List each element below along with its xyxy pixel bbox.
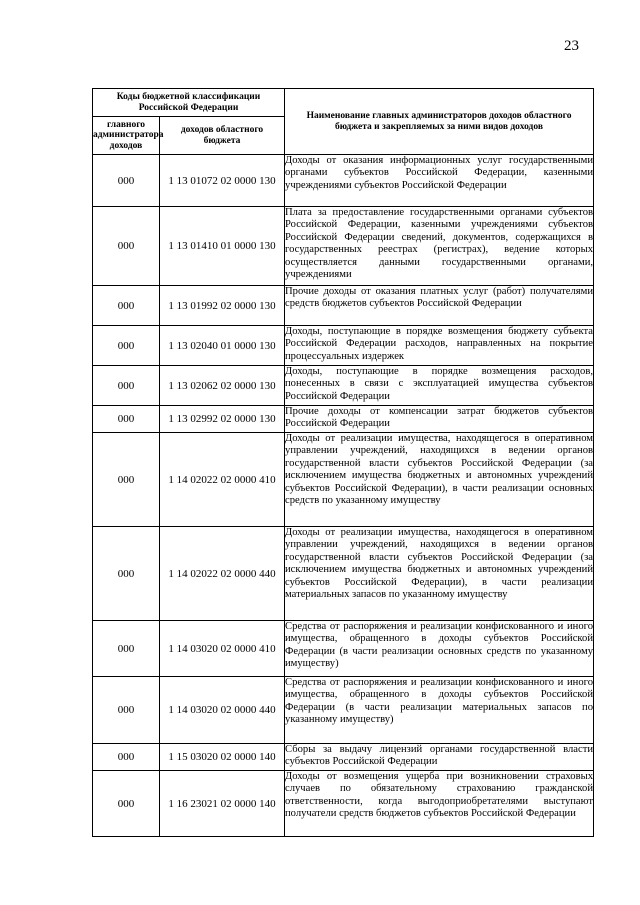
- income-code-cell: 1 16 23021 02 0000 140: [160, 771, 285, 837]
- admin-code-cell: 000: [93, 744, 160, 771]
- budget-classification-table: [92, 88, 594, 837]
- admin-code-cell: 000: [93, 527, 160, 621]
- income-name-cell: Доходы, поступающие в порядке возмещения бюджету субъекта Российской Федерации расходов, направленных на покрытие процессуальных издержек: [285, 326, 594, 366]
- table-row: [93, 621, 594, 677]
- admin-code-cell: 000: [93, 366, 160, 406]
- codes-group-header: Коды бюджетной классификации Российской Федерации: [93, 89, 285, 117]
- income-code-cell: 1 14 03020 02 0000 440: [160, 677, 285, 744]
- admin-code-cell: 000: [93, 286, 160, 326]
- income-code-cell: 1 14 02022 02 0000 410: [160, 433, 285, 527]
- table-row: [93, 406, 594, 433]
- income-name-cell: Плата за предоставление государственными органами субъектов Российской Федерации, казенными учреждениями субъектов Российской Федерации сведений, документов, содержащихся в государственных реестрах (регистрах), ведение которых осуществляется данными государственными органами, учреждениями: [285, 207, 594, 286]
- income-code-cell: 1 15 03020 02 0000 140: [160, 744, 285, 771]
- table-row: [93, 677, 594, 744]
- table-row: [93, 527, 594, 621]
- table-row: [93, 744, 594, 771]
- income-code-cell: 1 14 03020 02 0000 410: [160, 621, 285, 677]
- name-column-header: Наименование главных администраторов доходов областного бюджета и закрепляемых за ними видов доходов: [285, 89, 594, 155]
- income-name-cell: Доходы от возмещения ущерба при возникновении страховых случаев по обязательному страхованию гражданской ответственности, когда выгодоприобретателями выступают получатели средств бюджетов субъектов Российской Федерации: [285, 771, 594, 837]
- income-name-cell: Прочие доходы от оказания платных услуг (работ) получателями средств бюджетов субъектов Российской Федерации: [285, 286, 594, 326]
- admin-code-cell: 000: [93, 433, 160, 527]
- income-code-cell: 1 13 01410 01 0000 130: [160, 207, 285, 286]
- income-name-cell: Средства от распоряжения и реализации конфискованного и иного имущества, обращенного в доходы субъектов Российской Федерации (в части реализации основных средств по указанному имуществу): [285, 621, 594, 677]
- table-row: [93, 771, 594, 837]
- income-name-cell: Доходы от реализации имущества, находящегося в оперативном управлении учреждений, находящихся в ведении органов государственной власти субъектов Российской Федерации (за исключением имущества бюджетных и автономных учреждений субъектов Российской Федерации), в части реализации материальных запасов по указанному имуществу: [285, 527, 594, 621]
- admin-code-cell: 000: [93, 771, 160, 837]
- page-number: 23: [564, 38, 579, 54]
- admin-code-cell: 000: [93, 621, 160, 677]
- table-row: [93, 366, 594, 406]
- income-code-cell: 1 13 02062 02 0000 130: [160, 366, 285, 406]
- table-row: [93, 433, 594, 527]
- income-name-cell: Доходы от реализации имущества, находящегося в оперативном управлении учреждений, находящихся в ведении органов государственной власти субъектов Российской Федерации (за исключением имущества бюджетных и автономных учреждений субъектов Российской Федерации), в части реализации основных средств по указанному имуществу: [285, 433, 594, 527]
- table-row: [93, 207, 594, 286]
- income-code-cell: 1 13 02040 01 0000 130: [160, 326, 285, 366]
- admin-code-column-header: главного администратора доходов: [93, 117, 160, 155]
- income-name-cell: Прочие доходы от компенсации затрат бюджетов субъектов Российской Федерации: [285, 406, 594, 433]
- income-code-cell: 1 14 02022 02 0000 440: [160, 527, 285, 621]
- table-row: [93, 155, 594, 207]
- income-name-cell: Сборы за выдачу лицензий органами государственной власти субъектов Российской Федерации: [285, 744, 594, 771]
- income-code-column-header: доходов областного бюджета: [160, 117, 285, 155]
- income-name-cell: Доходы, поступающие в порядке возмещения расходов, понесенных в связи с эксплуатацией имущества субъектов Российской Федерации: [285, 366, 594, 406]
- income-name-cell: Доходы от оказания информационных услуг государственными органами субъектов Российской Федерации, казенными учреждениями субъектов Российской Федерации: [285, 155, 594, 207]
- income-name-cell: Средства от распоряжения и реализации конфискованного и иного имущества, обращенного в доходы субъектов Российской Федерации (в части реализации материальных запасов по указанному имуществу): [285, 677, 594, 744]
- table-row: [93, 286, 594, 326]
- admin-code-cell: 000: [93, 406, 160, 433]
- admin-code-cell: 000: [93, 326, 160, 366]
- income-code-cell: 1 13 02992 02 0000 130: [160, 406, 285, 433]
- table-row: [93, 326, 594, 366]
- admin-code-cell: 000: [93, 677, 160, 744]
- admin-code-cell: 000: [93, 207, 160, 286]
- admin-code-cell: 000: [93, 155, 160, 207]
- income-code-cell: 1 13 01992 02 0000 130: [160, 286, 285, 326]
- income-code-cell: 1 13 01072 02 0000 130: [160, 155, 285, 207]
